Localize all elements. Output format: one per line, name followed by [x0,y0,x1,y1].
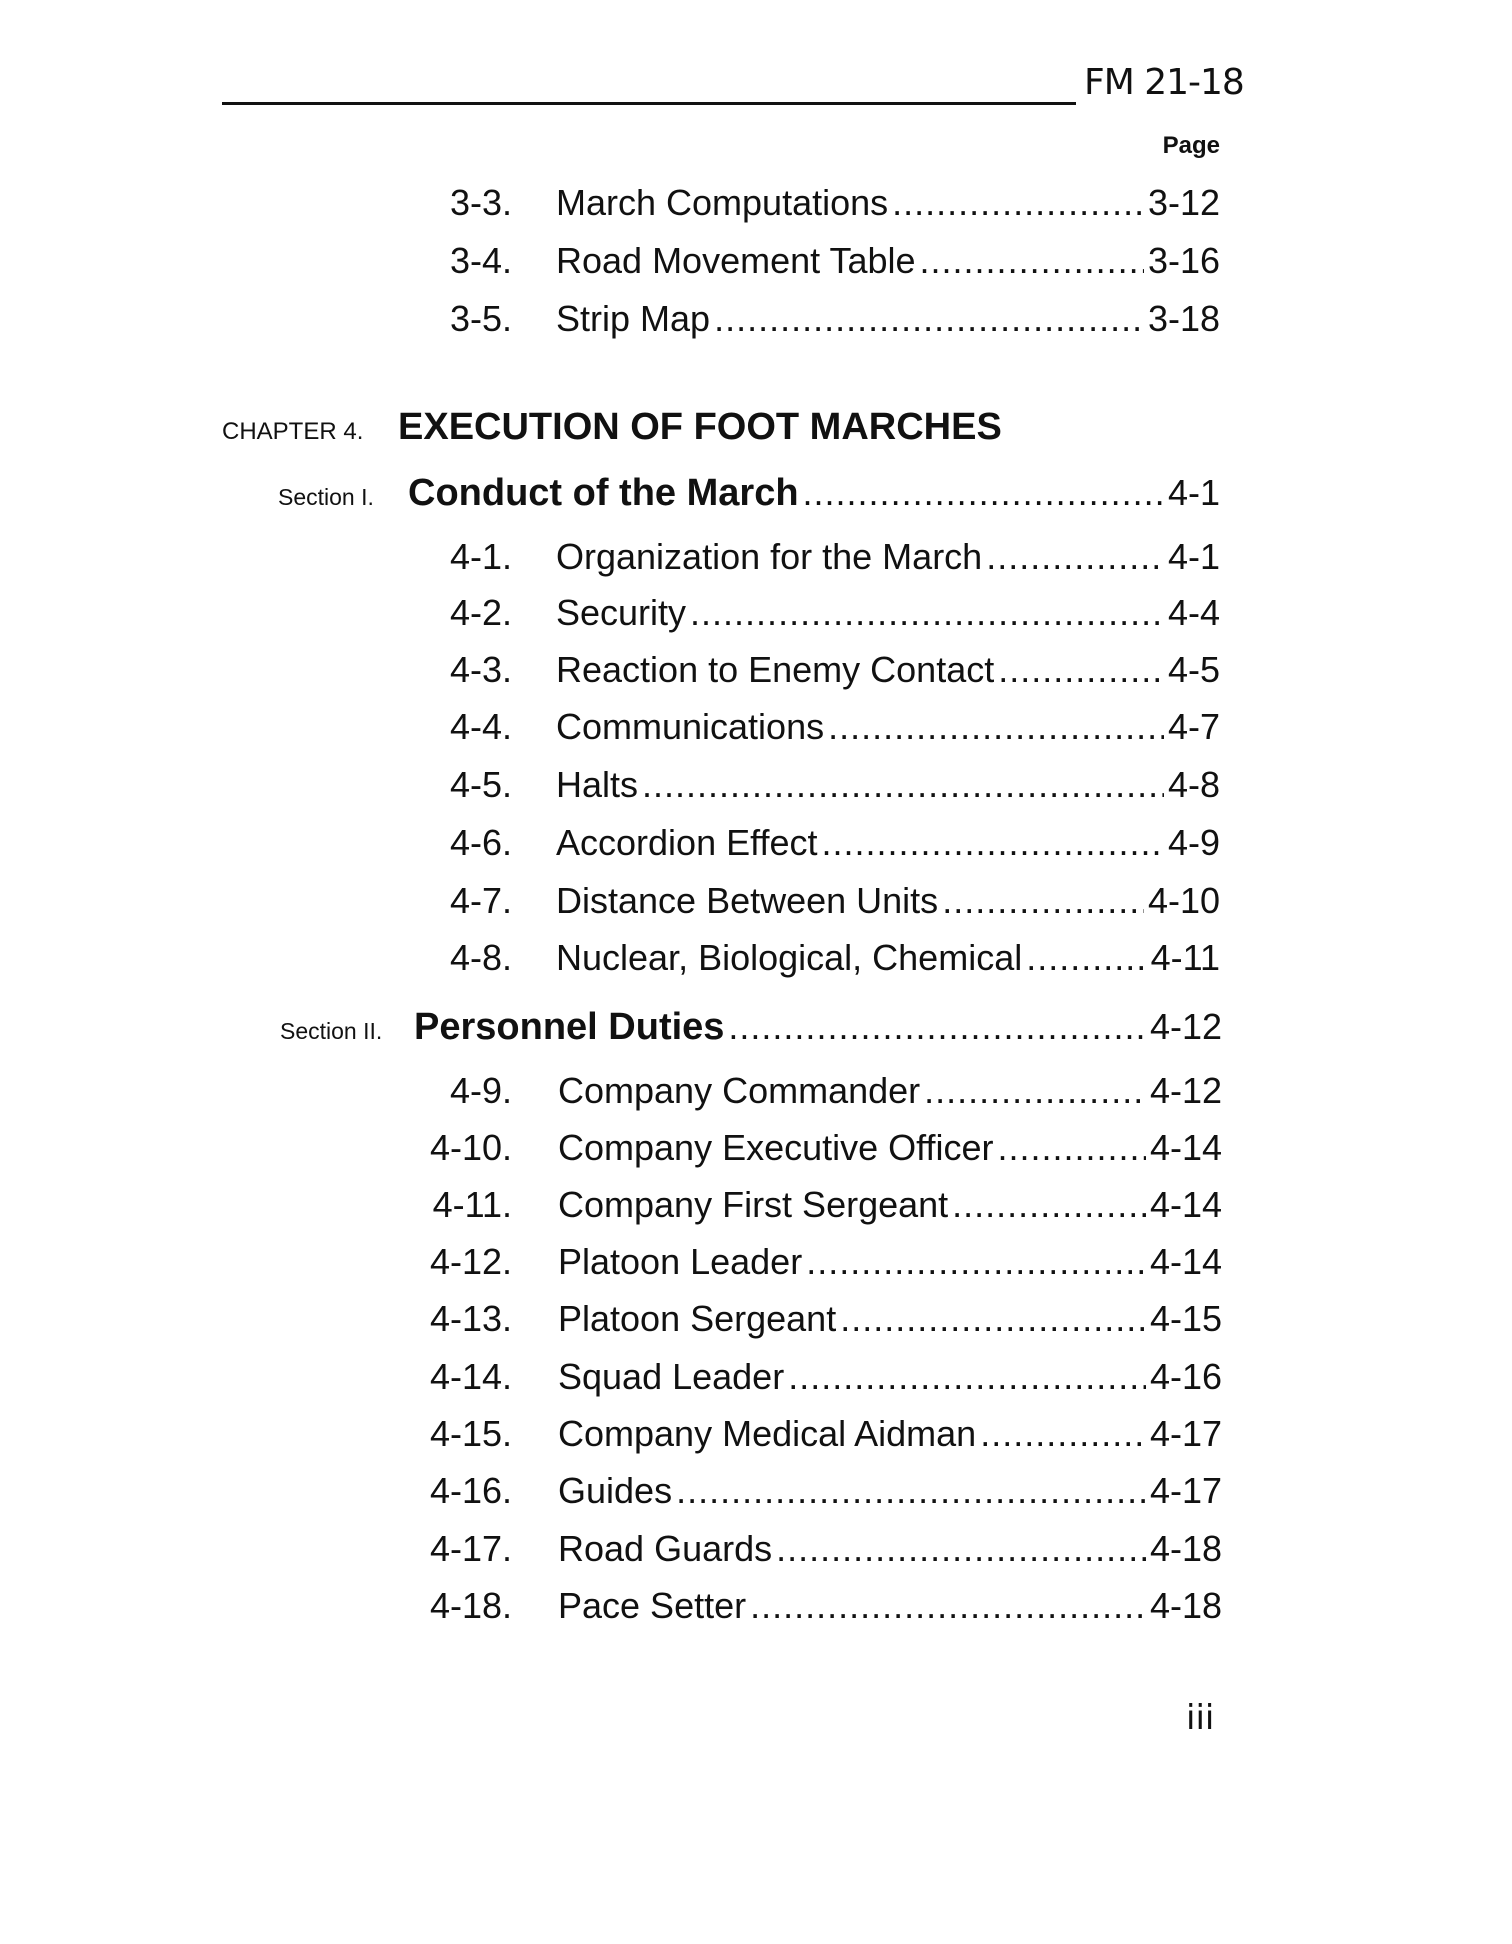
page-column-label: Page [1162,132,1220,159]
toc-entry[interactable] [420,1585,1222,1637]
entry-title: Squad Leader [558,1356,785,1397]
entry-number: 4-2. [449,592,512,633]
dot-leader [840,1298,1146,1340]
section-heading[interactable] [278,472,1220,524]
entry-number: 4-14. [429,1356,512,1397]
toc-entry[interactable] [420,1528,1222,1580]
entry-page: 4-14 [1149,1127,1222,1168]
dot-leader [776,1528,1146,1570]
entry-number: 4-4. [449,706,512,747]
dot-leader [892,182,1144,224]
entry-number: 4-10. [429,1127,512,1168]
entry-page: 4-9 [1167,822,1220,863]
entry-number: 3-5. [449,298,512,339]
entry-page: 4-15 [1149,1298,1222,1339]
entry-title: Security [556,592,687,633]
dot-leader [942,880,1144,922]
entry-page: 3-12 [1147,182,1220,223]
toc-entry[interactable] [420,1356,1222,1408]
toc-entry[interactable] [420,706,1220,758]
entry-title: Company First Sergeant [558,1184,949,1225]
toc-entry[interactable] [420,1070,1222,1122]
chapter-title: EXECUTION OF FOOT MARCHES [398,406,1002,448]
toc-entry[interactable] [420,240,1220,292]
entry-page: 4-5 [1167,649,1220,690]
entry-title: Guides [558,1470,673,1511]
section-label: Section II. [280,1018,383,1044]
toc-entry[interactable] [420,182,1220,234]
section-heading[interactable] [280,1006,1222,1058]
entry-title: Halts [556,764,639,805]
dot-leader [821,822,1163,864]
toc-entry[interactable] [420,764,1220,816]
toc-entry[interactable] [420,1127,1222,1179]
toc-entry[interactable] [420,937,1220,989]
entry-title: Reaction to Enemy Contact [556,649,995,690]
entry-page: 4-18 [1149,1585,1222,1626]
page-number: iii [1186,1698,1215,1738]
entry-number: 3-3. [449,182,512,223]
entry-number: 4-18. [429,1585,512,1626]
entry-title: Distance Between Units [556,880,939,921]
dot-leader [690,592,1164,634]
toc-entry[interactable] [420,880,1220,932]
chapter-heading [222,406,1002,449]
entry-title: Company Executive Officer [558,1127,994,1168]
dot-leader [750,1585,1146,1627]
dot-leader [920,240,1144,282]
entry-page: 4-18 [1149,1528,1222,1569]
entry-page: 4-11 [1150,937,1220,978]
entry-title: Nuclear, Biological, Chemical [556,937,1023,978]
entry-number: 4-11. [432,1184,512,1225]
dot-leader [980,1413,1146,1455]
entry-page: 4-8 [1167,764,1220,805]
dot-leader [728,1006,1146,1048]
dot-leader [952,1184,1146,1226]
entry-title: March Computations [556,182,889,223]
dot-leader [642,764,1164,806]
entry-page: 4-14 [1149,1184,1222,1225]
dot-leader [803,472,1164,514]
entry-title: Platoon Leader [558,1241,803,1282]
entry-title: Communications [556,706,825,747]
entry-page: 4-17 [1149,1413,1222,1454]
toc-entry[interactable] [420,1413,1222,1465]
entry-page: 4-10 [1147,880,1220,921]
entry-number: 4-12. [429,1241,512,1282]
header-rule [222,102,1076,105]
entry-page: 4-14 [1149,1241,1222,1282]
dot-leader [806,1241,1146,1283]
section-title: Personnel Duties [414,1006,725,1048]
entry-title: Accordion Effect [556,822,818,863]
entry-number: 4-1. [449,536,512,577]
toc-entry[interactable] [420,1298,1222,1350]
entry-page: 3-16 [1147,240,1220,281]
toc-entry[interactable] [420,298,1220,350]
entry-number: 4-6. [449,822,512,863]
dot-leader [714,298,1144,340]
toc-entry[interactable] [420,536,1220,588]
dot-leader [828,706,1164,748]
entry-number: 4-17. [429,1528,512,1569]
entry-page: 4-7 [1167,706,1220,747]
toc-entry[interactable] [420,592,1220,644]
dot-leader [998,649,1164,691]
section-label: Section I. [278,484,374,510]
toc-entry[interactable] [420,649,1220,701]
section-page: 4-12 [1149,1006,1222,1047]
entry-title: Strip Map [556,298,711,339]
entry-title: Company Commander [558,1070,921,1111]
entry-number: 4-13. [429,1298,512,1339]
entry-title: Road Movement Table [556,240,916,281]
entry-number: 4-9. [449,1070,512,1111]
dot-leader [986,536,1164,578]
entry-title: Company Medical Aidman [558,1413,977,1454]
entry-title: Platoon Sergeant [558,1298,837,1339]
entry-number: 4-16. [429,1470,512,1511]
document-id: FM 21-18 [1084,62,1244,103]
entry-page: 4-1 [1167,536,1220,577]
entry-title: Road Guards [558,1528,773,1569]
dot-leader [1026,937,1146,979]
entry-number: 4-5. [449,764,512,805]
section-page: 4-1 [1167,472,1220,513]
entry-number: 4-7. [449,880,512,921]
section-title: Conduct of the March [408,472,799,514]
dot-leader [676,1470,1146,1512]
entry-page: 4-4 [1167,592,1220,633]
entry-page: 3-18 [1147,298,1220,339]
entry-page: 4-17 [1149,1470,1222,1511]
toc-entry[interactable] [420,1470,1222,1522]
entry-page: 4-12 [1149,1070,1222,1111]
entry-title: Organization for the March [556,536,983,577]
dot-leader [788,1356,1146,1398]
entry-page: 4-16 [1149,1356,1222,1397]
toc-entry[interactable] [420,822,1220,874]
entry-number: 4-3. [449,649,512,690]
chapter-label: CHAPTER 4. [222,418,364,445]
dot-leader [924,1070,1146,1112]
toc-entry[interactable] [420,1184,1222,1236]
entry-number: 4-15. [429,1413,512,1454]
entry-number: 3-4. [449,240,512,281]
entry-title: Pace Setter [558,1585,747,1626]
entry-number: 4-8. [449,937,512,978]
toc-entry[interactable] [420,1241,1222,1293]
dot-leader [998,1127,1146,1169]
